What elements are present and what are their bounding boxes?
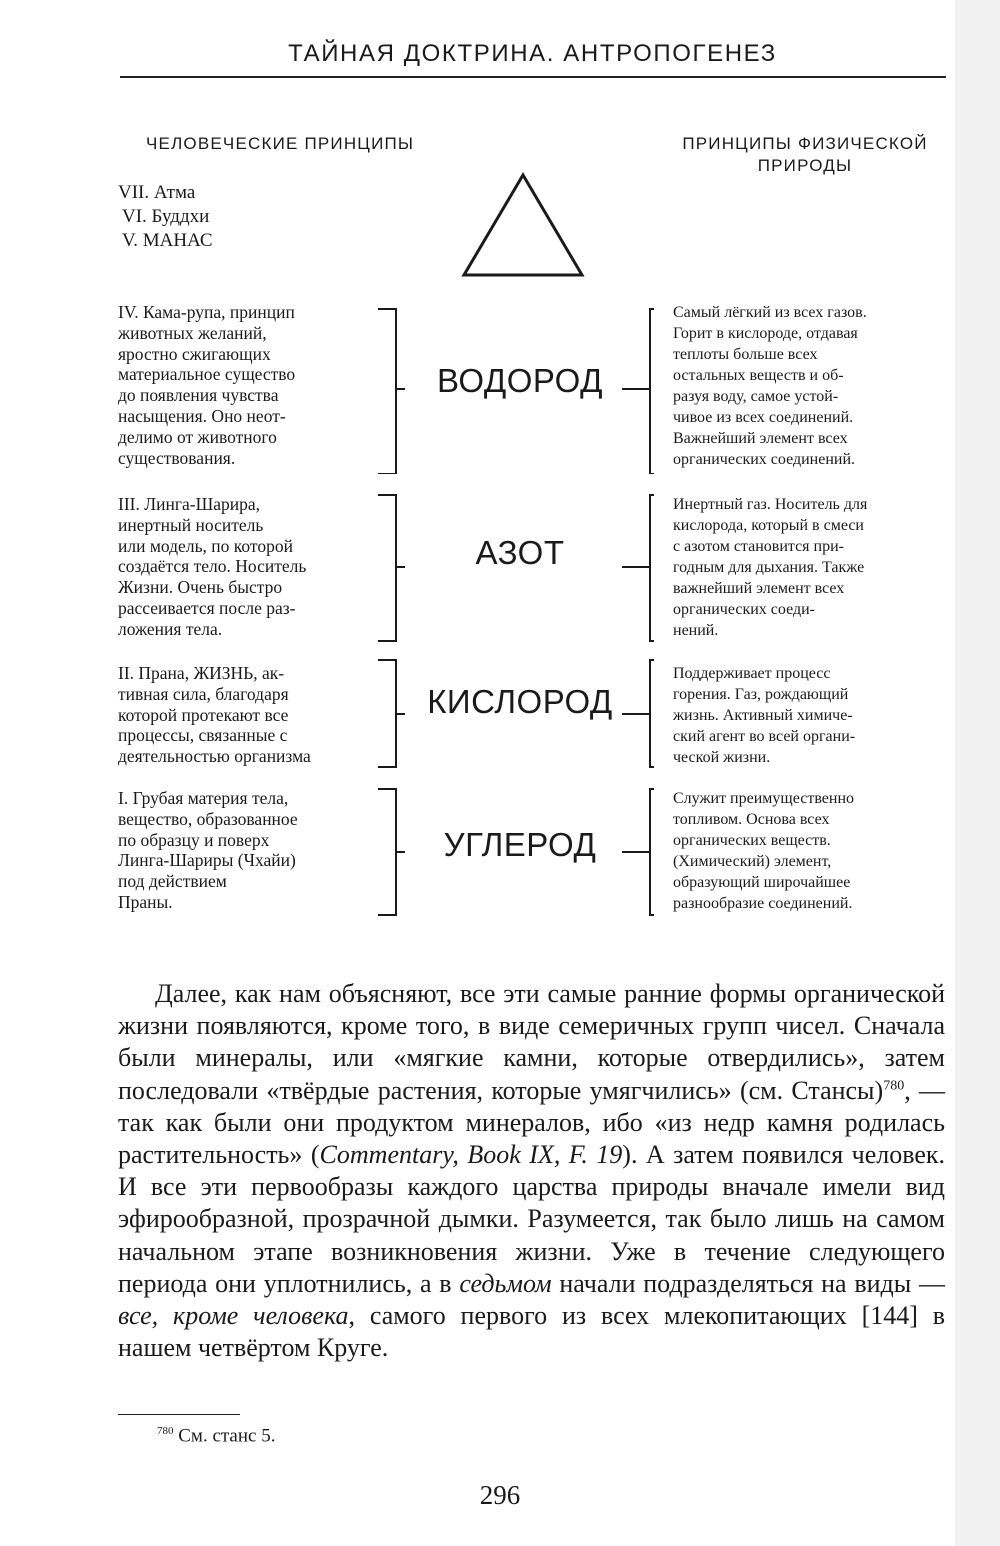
page-edge-shade <box>955 0 1000 1546</box>
footnote-text: См. станс 5. <box>173 1425 276 1447</box>
human-principle-2: II. Прана, ЖИЗНЬ, ак- тивная сила, благодаря которой протекают все процессы, связанные с деятельностью организма <box>118 663 311 767</box>
left-bracket <box>376 308 406 474</box>
page-number: 296 <box>479 1480 521 1510</box>
right-heading-line-2: ПРИРОДЫ <box>757 156 853 175</box>
right-bracket <box>620 308 656 474</box>
footnote-rule <box>118 1414 240 1415</box>
left-column-heading: ЧЕЛОВЕЧЕСКИЕ ПРИНЦИПЫ <box>146 134 415 153</box>
element-label: УГЛЕРОД <box>443 826 597 863</box>
left-bracket <box>376 494 406 642</box>
emphasis: все, кроме человека <box>118 1301 349 1331</box>
footnote-number: 780 <box>157 1425 174 1437</box>
paragraph: Далее, как нам объясняют, все эти самые ранние формы органической жизни появляются, кроме того, в виде семеричных групп чисел. Сначала были минералы, или «мягкие камни, которые отвердились», затем последовали «твёрдые растения, которые умягчились» (см. Стансы)$^{780}$, — так как были они продуктом минералов, ибо «из недр камня родилась растительность» (Commentary, Book IX, F. 19). А затем появился человек. И все эти первообразы каждого царства природы вначале имели вид эфирообразной, прозрачной дымки. Разумеется, так было лишь на самом начальном этапе возникновения жизни. Уже в течение следующего периода они уплотнились, а в седьмом начали подразделяться на виды — все, кроме человека, самого первого из всех млекопитающих [144] в нашем четвёртом Круге. <box>118 979 946 1363</box>
physical-principle-hydrogen: Самый лёгкий из всех газов. Горит в кислороде, отдавая теплоты больше всех остальных веществ и об- разуя воду, самое устой- чивое из всех соединений. Важнейший элемент всех органических соединений. <box>673 304 867 468</box>
triad-atma: VII. Атма <box>118 182 196 203</box>
human-principle-3: III. Линга-Шарира, инертный носитель или модель, по которой создаётся тело. Носитель Жизни. Очень быстро рассеивается после раз- ложения тела. <box>118 494 307 639</box>
physical-principle-nitrogen: Инертный газ. Носитель для кислорода, который в смеси с азотом становится при- годным для дыхания. Также важнейший элемент всех органических соеди- нений. <box>673 496 868 639</box>
body-paragraph <box>118 978 945 1364</box>
element-label: ВОДОРОД <box>437 362 603 399</box>
right-bracket <box>620 659 656 769</box>
triad-manas: V. МАНАС <box>122 230 213 251</box>
element-label: КИСЛОРОД <box>427 683 613 720</box>
triangle-icon <box>460 170 586 280</box>
left-bracket <box>376 788 406 916</box>
header-rule <box>120 76 946 78</box>
right-bracket <box>620 788 656 916</box>
running-head: ТАЙНАЯ ДОКТРИНА. АНТРОПОГЕНЕЗ <box>288 40 777 67</box>
right-column-heading <box>655 133 955 177</box>
physical-principle-carbon: Служит преимущественно топливом. Основа всех органических веществ. (Химический) элемент, образующий широчайшее разнообразие соединений. <box>673 790 855 912</box>
emphasis: седьмом <box>459 1268 552 1298</box>
citation: Commentary, Book IX, F. 19 <box>319 1140 623 1170</box>
footnote-ref[interactable]: 780 <box>883 1077 905 1093</box>
human-principle-4: IV. Кама-рупа, принцип животных желаний, яростно сжигающих материальное существо до появления чувства насыщения. Оно неот- делимо от животного существования. <box>118 302 296 468</box>
triad-buddhi: VI. Буддхи <box>122 206 210 227</box>
right-heading-line-1: ПРИНЦИПЫ ФИЗИЧЕСКОЙ <box>682 134 928 153</box>
human-principle-1: I. Грубая материя тела, вещество, образованное по образцу и поверх Линга-Шариры (Чхайи) под действием Праны. <box>118 788 298 912</box>
left-bracket <box>376 659 406 769</box>
element-label: АЗОТ <box>475 534 565 571</box>
right-bracket <box>620 494 656 642</box>
upper-triad-list <box>118 181 213 253</box>
footnote <box>157 1425 275 1447</box>
physical-principle-oxygen: Поддерживает процесс горения. Газ, рождающий жизнь. Активный химиче- ский агент во всей органи- ческой жизни. <box>673 665 856 766</box>
